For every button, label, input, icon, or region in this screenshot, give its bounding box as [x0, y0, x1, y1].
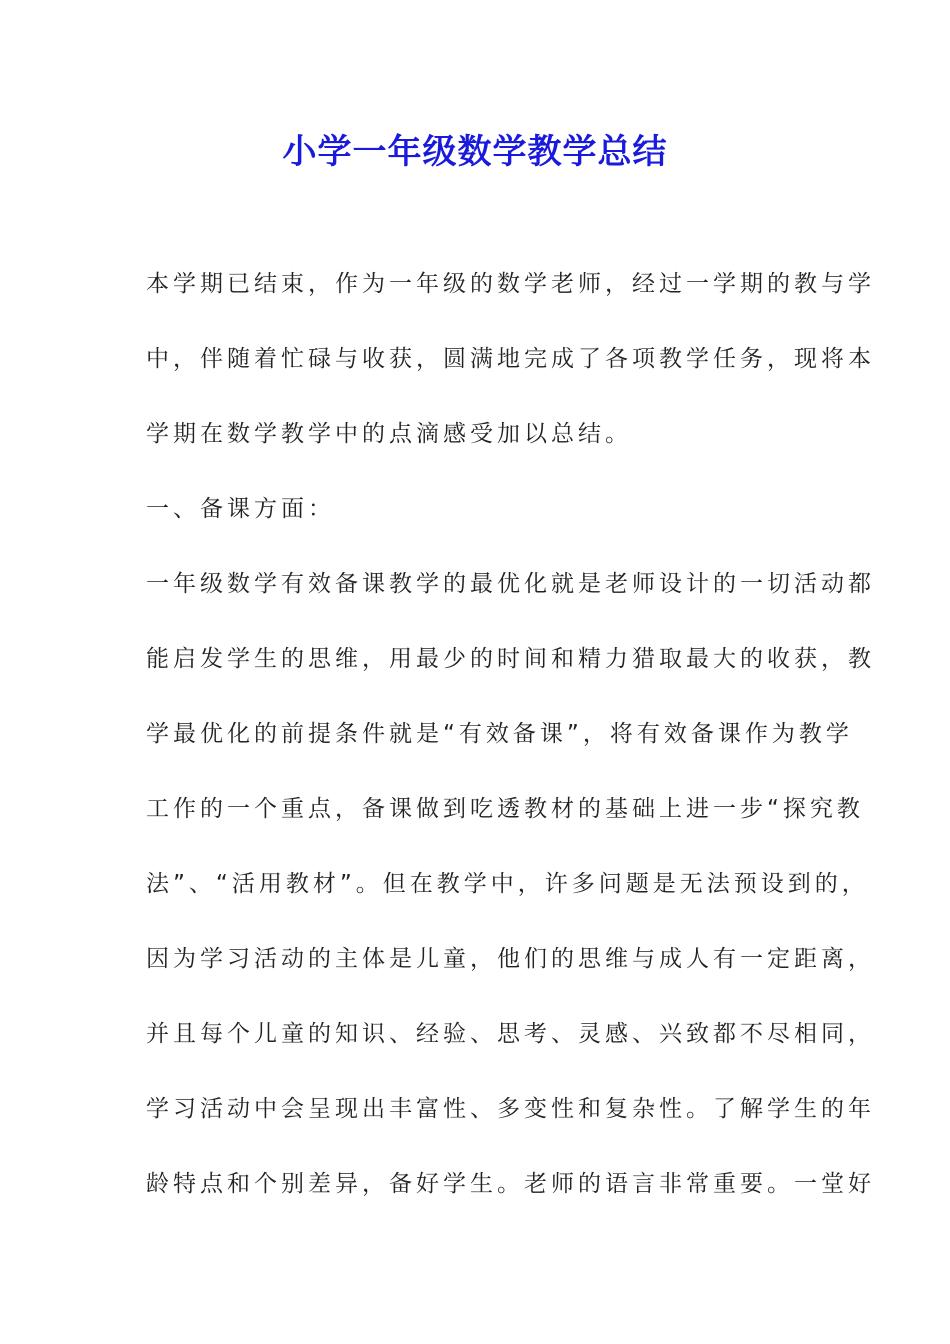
body-line: 中，伴随着忙碌与收获，圆满地完成了各项教学任务，现将本: [146, 346, 875, 372]
body-line: 法”、“活用教材”。但在教学中，许多问题是无法预设到的，: [146, 871, 869, 897]
body-line: 本学期已结束，作为一年级的数学老师，经过一学期的教与学: [146, 271, 875, 297]
body-line: 能启发学生的思维，用最少的时间和精力猎取最大的收获，教: [146, 646, 875, 672]
body-line: 龄特点和个别差异，备好学生。老师的语言非常重要。一堂好: [146, 1171, 875, 1197]
body-line: 并且每个儿童的知识、经验、思考、灵感、兴致都不尽相同，: [146, 1021, 875, 1047]
body-line: 因为学习活动的主体是儿童，他们的思维与成人有一定距离，: [146, 946, 875, 972]
section-heading: 一、备课方面：: [146, 496, 335, 522]
body-line: 学最优化的前提条件就是“有效备课”，将有效备课作为教学: [146, 721, 853, 747]
body-line: 学期在数学教学中的点滴感受加以总结。: [146, 421, 632, 447]
body-line: 学习活动中会呈现出丰富性、多变性和复杂性。了解学生的年: [146, 1096, 875, 1122]
page-title: 小学一年级数学教学总结: [282, 132, 668, 172]
body-line: 工作的一个重点，备课做到吃透教材的基础上进一步“探究教: [146, 796, 864, 822]
body-line: 一年级数学有效备课教学的最优化就是老师设计的一切活动都: [146, 571, 875, 597]
